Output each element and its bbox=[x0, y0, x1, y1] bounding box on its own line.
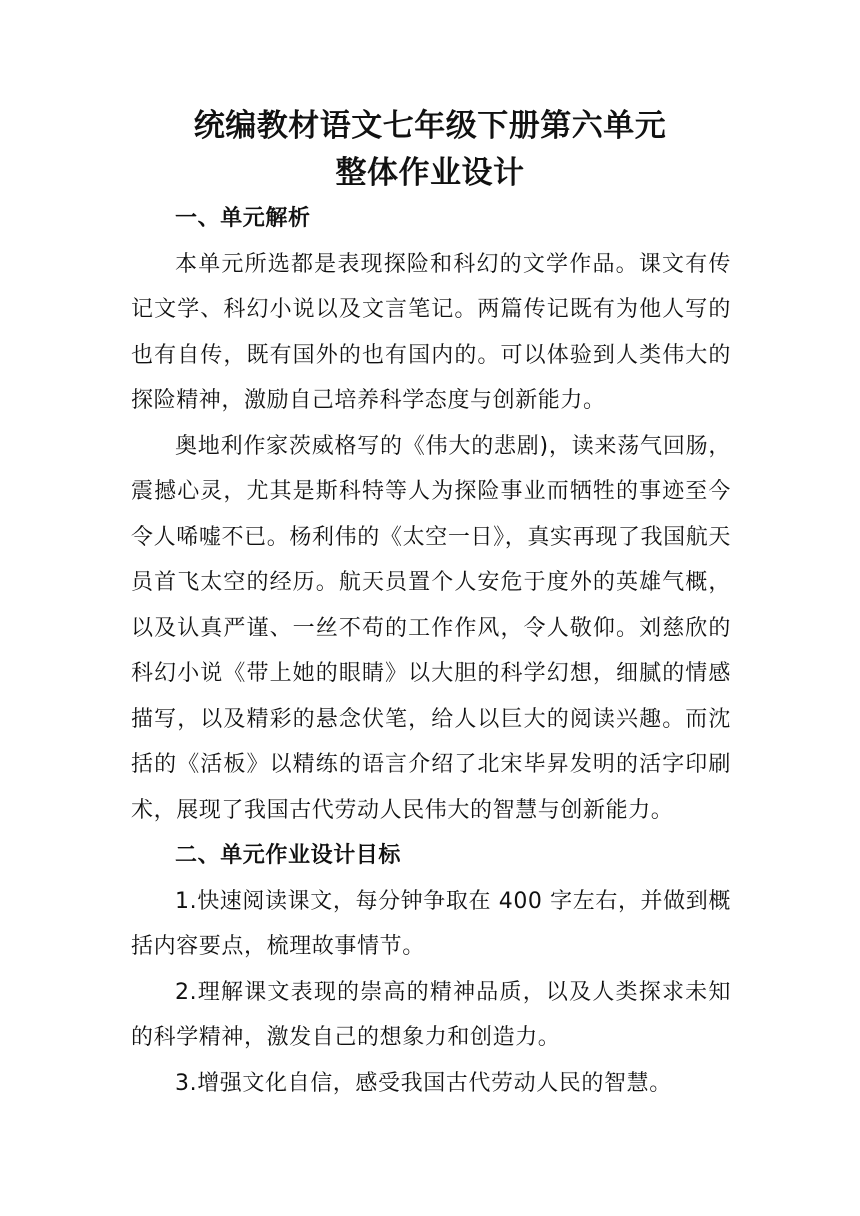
goal-item-1: 1.快速阅读课文，每分钟争取在 400 字左右，并做到概括内容要点，梳理故事情节。 bbox=[131, 888, 731, 959]
section-heading-design-goals: 二、单元作业设计目标 bbox=[175, 843, 402, 868]
document-title-line-2: 整体作业设计 bbox=[335, 155, 525, 191]
goal-item-2: 2.理解课文表现的崇高的精神品质，以及人类探求未知的科学精神，激发自己的想象力和创造力。 bbox=[131, 979, 731, 1050]
document-title-line-1: 统编教材语文七年级下册第六单元 bbox=[193, 108, 667, 144]
section-heading-unit-analysis: 一、单元解析 bbox=[175, 206, 311, 231]
document-body bbox=[131, 196, 731, 1106]
analysis-paragraph-2: 奥地利作家茨威格写的《伟大的悲剧)，读来荡气回肠，震撼心灵，尤其是斯科特等人为探险事业而牺牲的事迹至今令人唏嘘不已。杨利伟的《太空一日》，真实再现了我国航天员首飞太空的经历。航天员置个人安危于度外的英雄气概，以及认真严谨、一丝不苟的工作作风，令人敬仰。刘慈欣的科幻小说《带上她的眼睛》以大胆的科学幻想，细腻的情感描写，以及精彩的悬念伏笔，给人以巨大的阅读兴趣。而沈括的《活板》以精练的语言介绍了北宋毕昇发明的活字印刷术，展现了我国古代劳动人民伟大的智慧与创新能力。 bbox=[131, 433, 731, 823]
goal-item-3: 3.增强文化自信，感受我国古代劳动人民的智慧。 bbox=[175, 1070, 672, 1096]
analysis-paragraph-1: 本单元所选都是表现探险和科幻的文学作品。课文有传记文学、科幻小说以及文言笔记。两篇传记既有为他人写的也有自传，既有国外的也有国内的。可以体验到人类伟大的探险精神，激励自己培养科学态度与创新能力。 bbox=[131, 251, 731, 413]
